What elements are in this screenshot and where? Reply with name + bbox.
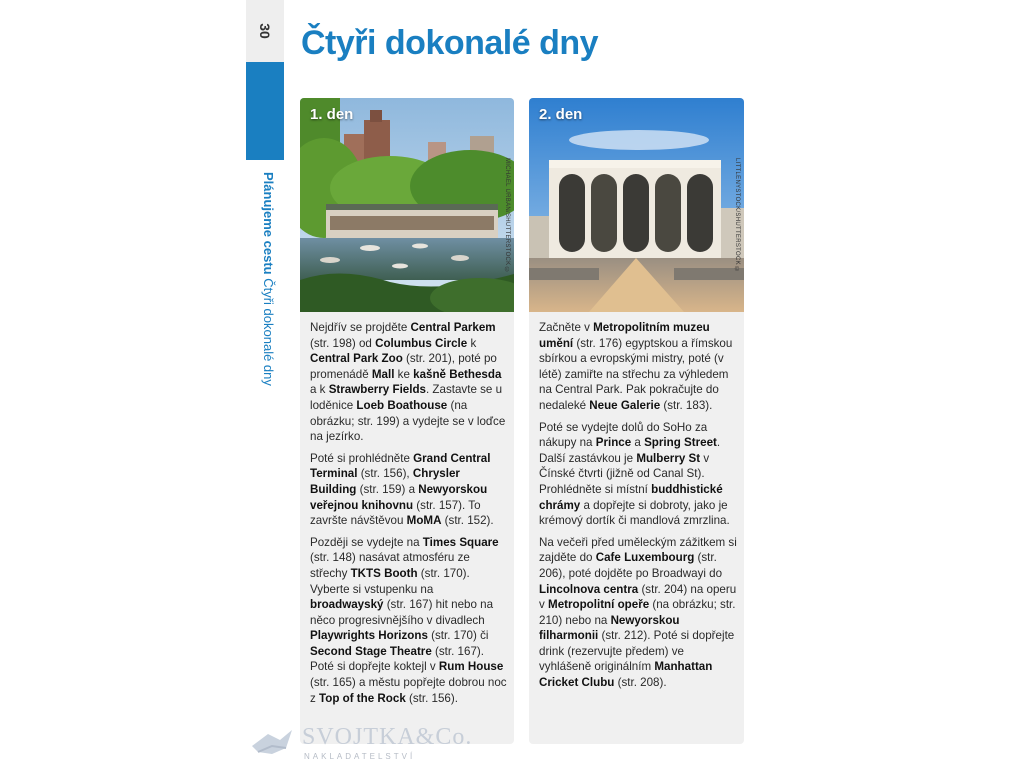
publisher-logo [250,724,473,766]
place-name: Central Parkem [410,321,496,334]
place-name: Top of the Rock [319,691,406,705]
place-name: MoMA [406,514,442,528]
place-name: Lincolnova centra [539,582,639,596]
place-name: Strawberry Fields [328,383,426,397]
place-name: Rum House [438,660,504,674]
text-run: Poté si prohlédněte [310,451,414,465]
text-run: k [467,336,477,350]
text-run: (str. 201), poté po promenádě [310,352,497,381]
paragraph [539,420,738,529]
place-name: Times Square [422,535,499,549]
text-run: . Další zastávkou je [539,436,721,465]
publisher-bird-icon [250,726,294,760]
text-run: (str. 167). Poté si dopřejte koktejl v [310,644,484,674]
paragraph [310,451,508,529]
section-color-bar [246,62,284,160]
text-run: (str. 208). [614,676,667,690]
text-run: v Čínské čtvrti (jižně od Canal St). Prohlédněte si místní [539,451,710,496]
section-caption-bold: Plánujeme cestu [261,172,276,275]
text-run: (na obrázku; str. 210) nebo na [539,598,736,627]
metropolitan-opera-image [529,98,744,312]
place-name: Central Park Zoo [310,352,403,366]
day-card-2 [529,98,744,744]
text-run: (str. 170) či [427,629,489,643]
place-name: Manhattan Cricket Clubu [539,660,713,690]
text-run: (str. 157). To završte návštěvou [310,498,481,528]
paragraph [539,535,738,691]
text-run: (str. 198) od [310,336,376,350]
day-card-1 [300,98,514,744]
day-1-text [310,320,508,712]
text-run: (str. 204) na operu v [539,582,737,612]
place-name: Newyorskou filharmonii [539,613,680,643]
text-run: (str. 206), poté dojděte po Broadwayi do [539,551,723,580]
day-2-text [539,320,738,697]
text-run: ke [394,367,414,381]
place-name: Prince [595,436,632,450]
text-run: a k [310,383,329,397]
day-1-photo [300,98,514,312]
text-run: (str. 156), [357,467,413,481]
text-run: a [631,436,645,450]
publisher-name: SVOJTKA&Co. [302,724,473,750]
place-name: Mall [371,367,395,381]
day-1-photo-credit: MICHAEL URBAN/SHUTTERSTOCK © [504,158,510,274]
paragraph [539,320,738,414]
text-run: (str. 170). Vyberte si vstupenku na [310,566,470,596]
text-run: (str. 148) nasávat atmosféru ze střechy [310,551,470,580]
place-name: Playwrights Horizons [310,629,428,643]
page-number: 30 [256,23,273,39]
place-name: Metropolitní opeře [548,598,650,612]
place-name: buddhistické chrámy [539,482,723,512]
place-name: Loeb Boathouse [356,398,448,412]
text-run: (na obrázku; str. 199) a vydejte se v loďce na jezírko. [310,398,506,444]
paragraph [310,320,508,445]
place-name: Second Stage Theatre [310,644,432,658]
paragraph [310,535,508,707]
text-run: . Zastavte se u loděnice [310,383,503,412]
place-name: broadwayský [310,598,384,612]
text-run: Začněte v [539,321,594,334]
place-name: TKTS Booth [350,566,418,580]
place-name: kašně Bethesda [413,367,502,381]
day-2-photo-credit: LITTLENYSTOCK/SHUTTERSTOCK © [734,158,740,274]
place-name: Grand Central Terminal [310,451,491,481]
section-caption-rest: Čtyři dokonalé dny [261,274,276,386]
place-name: Metropolitním muzeu umění [539,321,710,350]
text-run: (str. 152). [441,514,494,528]
page-number-tab [246,0,284,62]
text-run: Později se vydejte na [310,535,423,549]
day-1-label: 1. den [310,106,354,123]
text-run: (str. 156). [405,691,458,705]
place-name: Spring Street [644,436,717,450]
text-run: (str. 183). [660,398,713,412]
publisher-subtitle: NAKLADATELSTVÍ [304,752,416,761]
place-name: Newyorskou veřejnou knihovnu [310,482,488,512]
text-run: (str. 165) a městu popřejte dobrou noc z [310,676,507,705]
day-2-label: 2. den [539,106,583,123]
text-run: (str. 159) a [356,482,419,496]
boathouse-image [300,98,514,312]
text-run: Nejdřív se projděte [310,321,411,334]
place-name: Cafe Luxembourg [595,551,695,565]
text-run: a dopřejte si dobroty, jako je krémový dortík či mandlová zmrzlina. [539,498,730,528]
place-name: Neue Galerie [589,398,661,412]
day-2-photo [529,98,744,312]
text-run: (str. 212). Poté si dopřejte drink (rezervujte předem) ve vyhlášeně originálním [539,629,735,674]
text-run: Na večeři před uměleckým zážitkem si zajděte do [539,535,737,565]
text-run: (str. 167) hit nebo na něco progresivnějšího v divadlech [310,598,494,627]
section-caption [244,172,284,412]
place-name: Mulberry St [636,451,701,465]
text-run: (str. 176) egyptskou a římskou sbírkou a evropskými mistry, poté (v létě) zamiřte na střechu za výhledem na Central Park. Pak pokračujte do nedaleké [539,336,733,412]
place-name: Columbus Circle [375,336,468,350]
page-title: Čtyři dokonalé dny [301,24,599,62]
place-name: Chrysler Building [310,467,460,496]
text-run: Poté se vydejte dolů do SoHo za nákupy na [539,420,708,450]
